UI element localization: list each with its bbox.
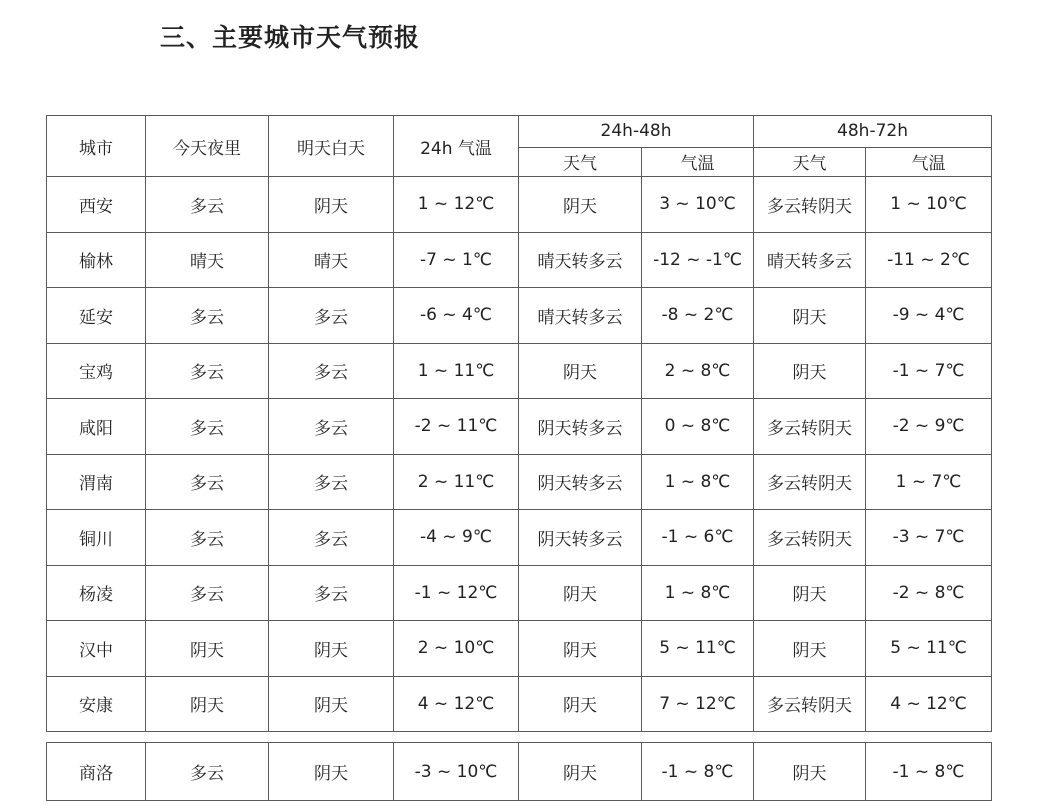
temp-72h-cell: -3 ~ 7℃ xyxy=(866,510,992,566)
weather-48h-cell: 阴天 xyxy=(519,676,642,732)
tonight-weather-cell: 多云 xyxy=(146,177,269,233)
weather-72h-cell: 阴天 xyxy=(754,343,866,399)
temp-48h-cell: 5 ~ 11℃ xyxy=(642,621,754,677)
tomorrow-weather-cell: 多云 xyxy=(269,565,394,621)
table-row xyxy=(47,454,992,510)
temp-48h-cell: -1 ~ 6℃ xyxy=(642,510,754,566)
city-cell: 宝鸡 xyxy=(47,343,146,399)
header-tomorrow-day: 明天白天 xyxy=(269,116,394,177)
tomorrow-weather-cell: 多云 xyxy=(269,399,394,455)
weather-72h-cell: 阴天 xyxy=(754,288,866,344)
city-cell: 安康 xyxy=(47,676,146,732)
city-cell: 渭南 xyxy=(47,454,146,510)
tonight-weather-cell: 阴天 xyxy=(146,621,269,677)
temp-48h-cell: 2 ~ 8℃ xyxy=(642,343,754,399)
temp-24h-cell: 1 ~ 11℃ xyxy=(394,343,519,399)
weather-48h-cell: 阴天 xyxy=(519,177,642,233)
tonight-weather-cell: 多云 xyxy=(146,743,269,801)
tonight-weather-cell: 多云 xyxy=(146,288,269,344)
page-title: 三、主要城市天气预报 xyxy=(160,23,421,52)
tomorrow-weather-cell: 阴天 xyxy=(269,743,394,801)
city-cell: 商洛 xyxy=(47,743,146,801)
weather-72h-cell: 晴天转多云 xyxy=(754,232,866,288)
table-row xyxy=(47,743,992,801)
city-cell: 铜川 xyxy=(47,510,146,566)
tomorrow-weather-cell: 阴天 xyxy=(269,621,394,677)
temp-48h-cell: 1 ~ 8℃ xyxy=(642,565,754,621)
weather-72h-cell: 阴天 xyxy=(754,565,866,621)
weather-72h-cell: 阴天 xyxy=(754,621,866,677)
weather-48h-cell: 阴天转多云 xyxy=(519,399,642,455)
temp-24h-cell: -1 ~ 12℃ xyxy=(394,565,519,621)
temp-24h-cell: -3 ~ 10℃ xyxy=(394,743,519,801)
tomorrow-weather-cell: 阴天 xyxy=(269,177,394,233)
city-cell: 杨凌 xyxy=(47,565,146,621)
weather-72h-cell: 阴天 xyxy=(754,743,866,801)
tomorrow-weather-cell: 晴天 xyxy=(269,232,394,288)
tonight-weather-cell: 多云 xyxy=(146,565,269,621)
temp-48h-cell: 0 ~ 8℃ xyxy=(642,399,754,455)
temp-72h-cell: 1 ~ 10℃ xyxy=(866,177,992,233)
weather-48h-cell: 阴天 xyxy=(519,565,642,621)
temp-48h-cell: -8 ~ 2℃ xyxy=(642,288,754,344)
table-row xyxy=(47,399,992,455)
city-cell: 延安 xyxy=(47,288,146,344)
tonight-weather-cell: 阴天 xyxy=(146,676,269,732)
weather-48h-cell: 晴天转多云 xyxy=(519,288,642,344)
tomorrow-weather-cell: 多云 xyxy=(269,343,394,399)
city-cell: 咸阳 xyxy=(47,399,146,455)
header-temp-48h: 气温 xyxy=(642,147,754,176)
weather-48h-cell: 阴天 xyxy=(519,621,642,677)
header-temp-72h: 气温 xyxy=(866,147,992,176)
tonight-weather-cell: 多云 xyxy=(146,454,269,510)
temp-48h-cell: -1 ~ 8℃ xyxy=(642,743,754,801)
table-row xyxy=(47,621,992,677)
temp-48h-cell: 1 ~ 8℃ xyxy=(642,454,754,510)
table-row xyxy=(47,510,992,566)
header-group-72h: 48h-72h xyxy=(754,116,992,148)
temp-24h-cell: 2 ~ 10℃ xyxy=(394,621,519,677)
temp-24h-cell: -4 ~ 9℃ xyxy=(394,510,519,566)
tomorrow-weather-cell: 多云 xyxy=(269,510,394,566)
temp-24h-cell: 1 ~ 12℃ xyxy=(394,177,519,233)
weather-48h-cell: 阴天转多云 xyxy=(519,510,642,566)
weather-72h-cell: 多云转阴天 xyxy=(754,399,866,455)
temp-24h-cell: -2 ~ 11℃ xyxy=(394,399,519,455)
tomorrow-weather-cell: 多云 xyxy=(269,454,394,510)
forecast-table xyxy=(46,115,992,732)
header-tonight: 今天夜里 xyxy=(146,116,269,177)
tomorrow-weather-cell: 多云 xyxy=(269,288,394,344)
weather-48h-cell: 晴天转多云 xyxy=(519,232,642,288)
temp-24h-cell: 4 ~ 12℃ xyxy=(394,676,519,732)
weather-48h-cell: 阴天转多云 xyxy=(519,454,642,510)
table-row xyxy=(47,177,992,233)
header-weather-72h: 天气 xyxy=(754,147,866,176)
city-cell: 西安 xyxy=(47,177,146,233)
weather-72h-cell: 多云转阴天 xyxy=(754,676,866,732)
tonight-weather-cell: 多云 xyxy=(146,343,269,399)
temp-72h-cell: -2 ~ 9℃ xyxy=(866,399,992,455)
table-row xyxy=(47,676,992,732)
temp-48h-cell: 7 ~ 12℃ xyxy=(642,676,754,732)
weather-72h-cell: 多云转阴天 xyxy=(754,177,866,233)
tonight-weather-cell: 晴天 xyxy=(146,232,269,288)
forecast-table-extra xyxy=(46,742,992,801)
temp-72h-cell: 1 ~ 7℃ xyxy=(866,454,992,510)
header-city: 城市 xyxy=(47,116,146,177)
weather-48h-cell: 阴天 xyxy=(519,343,642,399)
temp-72h-cell: 5 ~ 11℃ xyxy=(866,621,992,677)
temp-48h-cell: -12 ~ -1℃ xyxy=(642,232,754,288)
temp-24h-cell: -6 ~ 4℃ xyxy=(394,288,519,344)
tonight-weather-cell: 多云 xyxy=(146,399,269,455)
tomorrow-weather-cell: 阴天 xyxy=(269,676,394,732)
temp-48h-cell: 3 ~ 10℃ xyxy=(642,177,754,233)
header-temp-24h: 24h 气温 xyxy=(394,116,519,177)
header-group-48h: 24h-48h xyxy=(519,116,754,148)
table-row xyxy=(47,343,992,399)
table-row xyxy=(47,232,992,288)
temp-72h-cell: -9 ~ 4℃ xyxy=(866,288,992,344)
temp-72h-cell: 4 ~ 12℃ xyxy=(866,676,992,732)
temp-24h-cell: -7 ~ 1℃ xyxy=(394,232,519,288)
temp-72h-cell: -11 ~ 2℃ xyxy=(866,232,992,288)
weather-72h-cell: 多云转阴天 xyxy=(754,510,866,566)
table-row xyxy=(47,288,992,344)
temp-72h-cell: -1 ~ 8℃ xyxy=(866,743,992,801)
table-row xyxy=(47,565,992,621)
weather-72h-cell: 多云转阴天 xyxy=(754,454,866,510)
city-cell: 榆林 xyxy=(47,232,146,288)
header-weather-48h: 天气 xyxy=(519,147,642,176)
temp-24h-cell: 2 ~ 11℃ xyxy=(394,454,519,510)
tonight-weather-cell: 多云 xyxy=(146,510,269,566)
weather-48h-cell: 阴天 xyxy=(519,743,642,801)
temp-72h-cell: -1 ~ 7℃ xyxy=(866,343,992,399)
city-cell: 汉中 xyxy=(47,621,146,677)
temp-72h-cell: -2 ~ 8℃ xyxy=(866,565,992,621)
